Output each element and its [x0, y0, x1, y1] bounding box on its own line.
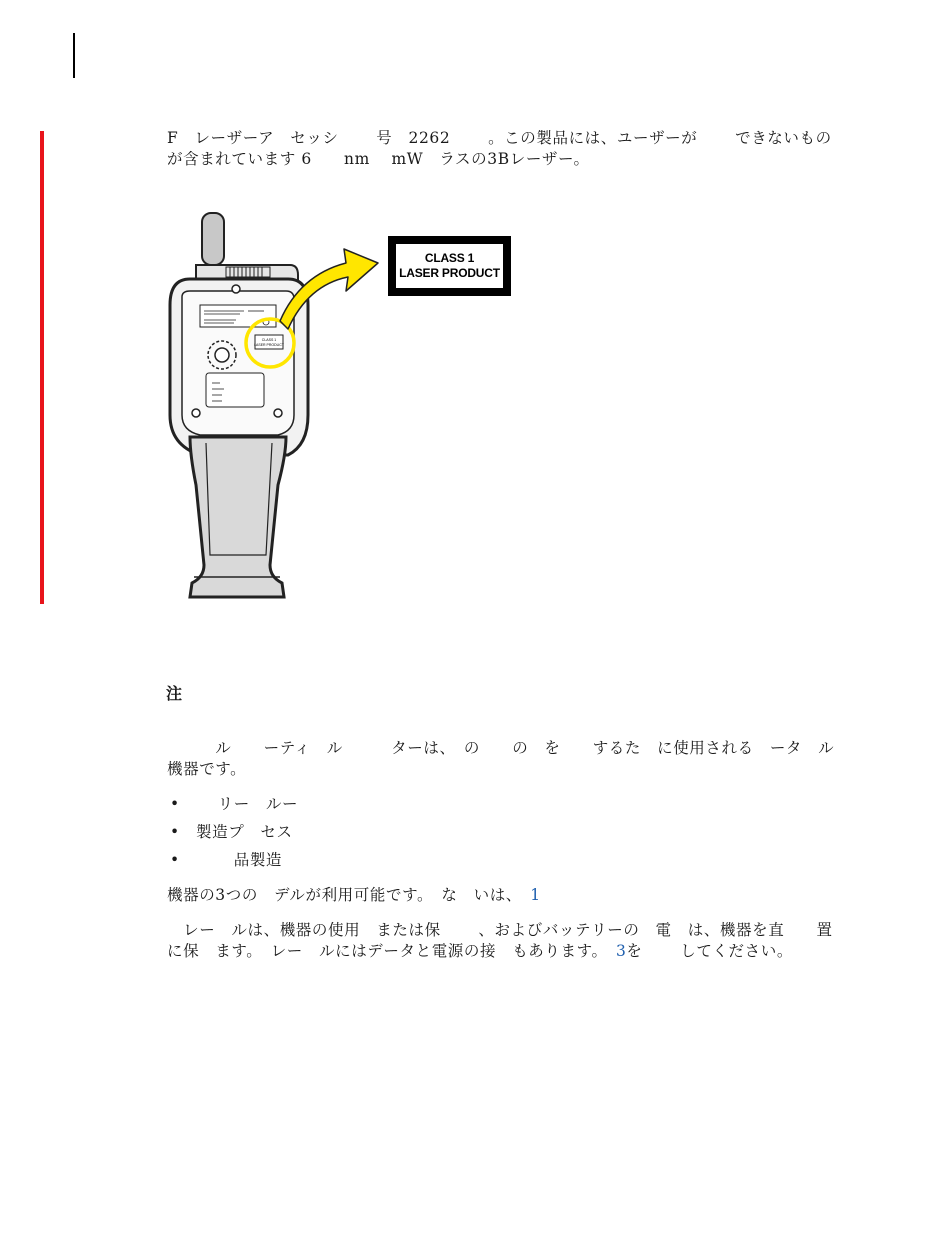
crop-mark [73, 33, 75, 78]
table-reference-link[interactable]: 1 [530, 886, 541, 904]
models-paragraph [167, 885, 843, 906]
cradle-paragraph [167, 920, 843, 962]
laser-info-paragraph: F レーザーア セッシ 号 2262 。この製品には、ユーザーが できないものが含まれています 6 nm mW ラスの3Bレーザー。 [167, 129, 832, 168]
label-line1: CLASS 1 [424, 251, 475, 265]
label-line2: LASER PRODUCT [399, 266, 500, 280]
list-item: • 製造プ セス [167, 822, 298, 850]
small-label-line2: LASER PRODUCT [254, 343, 284, 347]
cradle-text: レー ルは、機器の使用 または保 、およびバッテリーの 電 は、機器を直 置に保 ます。 レー ルにはデータと電源の接 もあります。 [167, 921, 833, 960]
intro-paragraph: ル ーティ ル ターは、 の の を するた に使用される ータ ル機器です。 [167, 739, 835, 778]
figure-reference-link[interactable]: 3 [615, 942, 627, 960]
class1-laser-label [388, 236, 511, 296]
list-item: • 品製造 [167, 850, 298, 878]
application-list [167, 794, 298, 878]
small-label-line1: CLASS 1 [261, 338, 277, 342]
note-heading: 注 [166, 684, 183, 703]
revision-change-bar [40, 131, 44, 604]
models-text: 機器の3つの デルが利用可能です。 な いは、 [167, 886, 515, 904]
list-item: • リー ルー [167, 794, 298, 822]
cradle-text-end: を してください。 [626, 942, 793, 960]
